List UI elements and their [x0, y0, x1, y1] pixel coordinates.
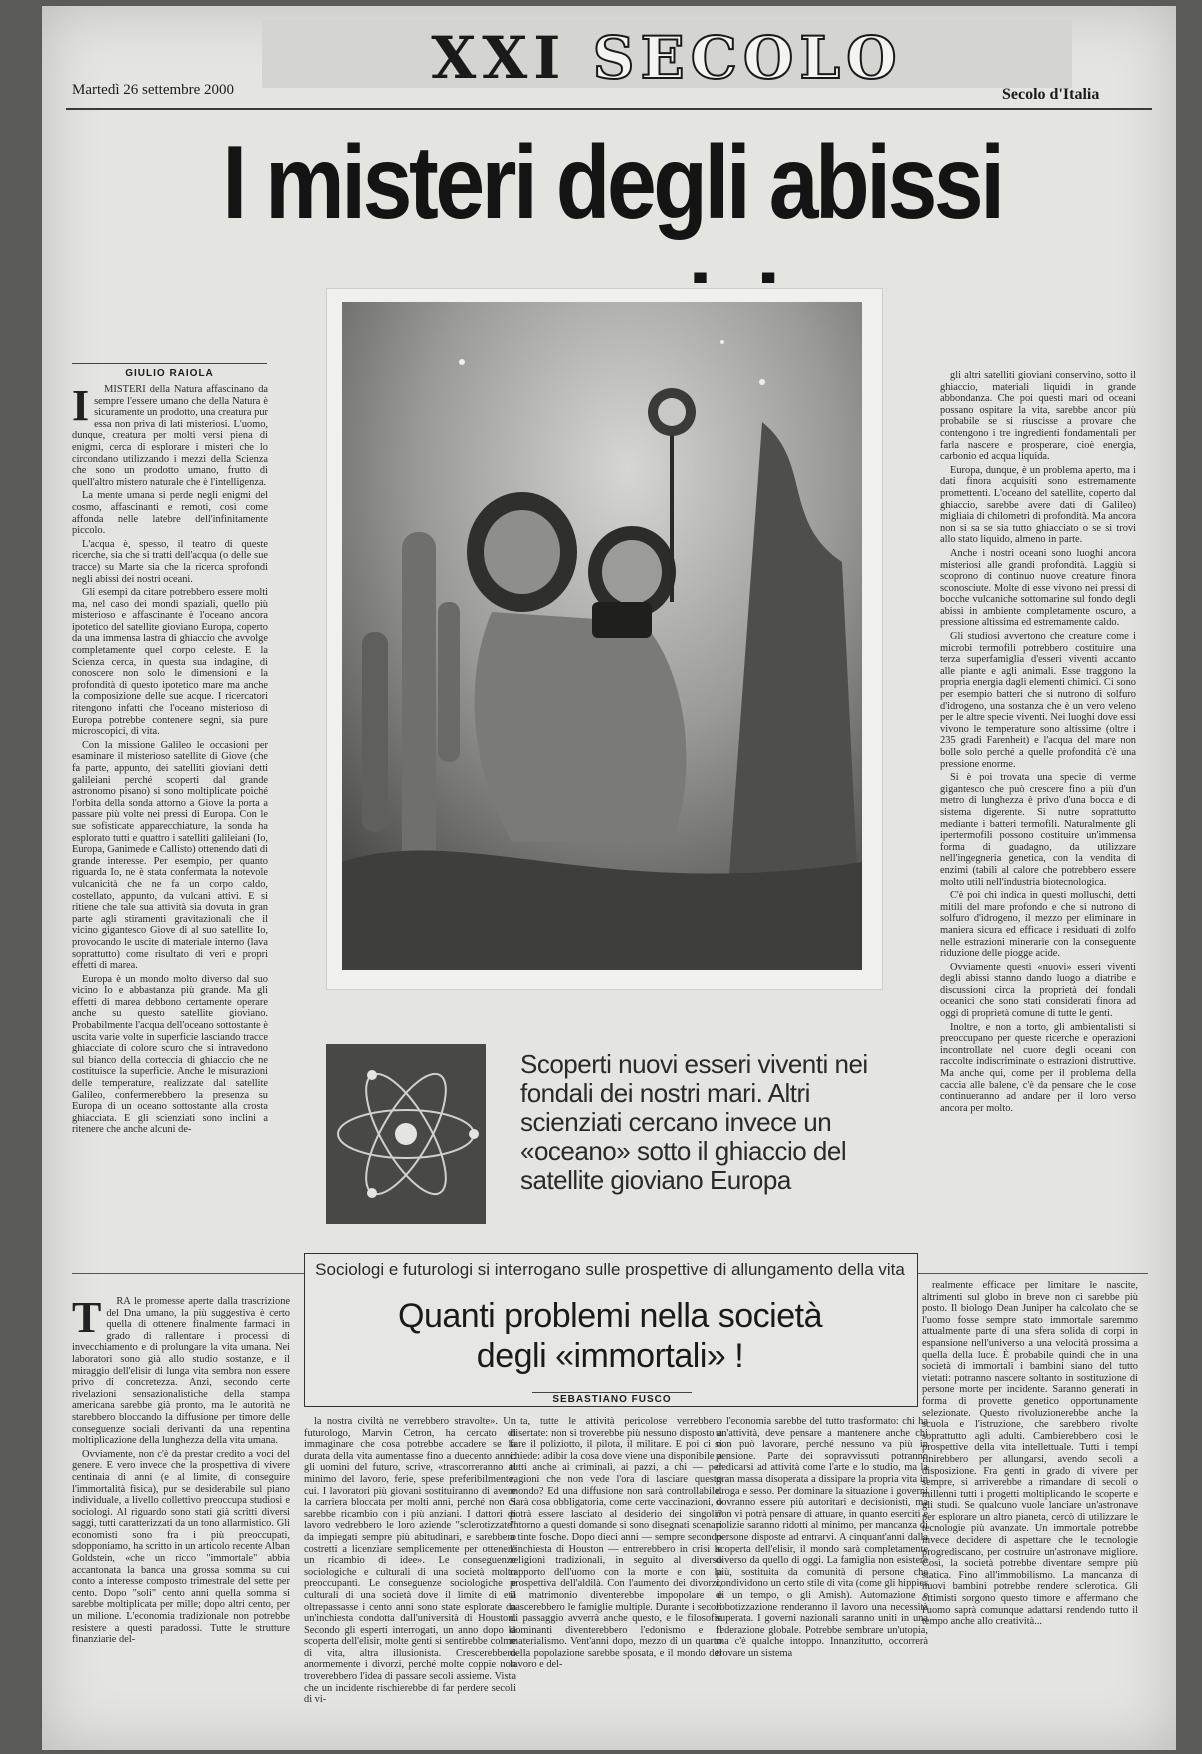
paragraph: Europa è un mondo molto diverso dal suo vicino Io e abbastanza più grande. Ma gli effetti di marea debbono certamente operare anche su questo satellite gioviano. Probabilmente l'acqua dell'oceano sottostante è uscita varie volte in superficie lasciando tracce ghiacciate di colore scuro che si intravedono sul bianco della corteccia di ghiaccio che ne costituisce la superficie. Anche le misurazioni delle temperature, realizzate dal satellite Galileo, confermerebbero la presenza su Europa di un oceano sottostante alla crosta ghiacciata. E gli scienziati sono inclini a ritenere che anche alcuni de-	[72, 973, 268, 1136]
paragraph: L'acqua è, spesso, il teatro di queste ricerche, sia che si tratti dell'acqua (o delle sue tracce) su Marte sia che la ricerca sprofondi negli abissi dei nostri oceani.	[72, 538, 268, 585]
paragraph: Gli studiosi avvertono che creature come i microbi termofili potrebbero costituire una terza superfamiglia d'esseri viventi accanto alle piante e agli animali. Esse traggono la propria energia dagli elementi chimici. Ci sono per esempio batteri che si nutrono di solfuro d'idrogeno, una sostanza che è un vero veleno per le altre specie viventi. Nei luoghi dove essi vivono le temperature sono altissime (oltre i 235 gradi Farenheit) e l'acqua del mare non bolle solo perché a quelle profondità c'è una pressione enorme.	[940, 631, 1136, 770]
second-article-kicker: Sociologi e futurologi si interrogano sulle prospettive di allungamento della vita	[315, 1260, 905, 1279]
second-article-title-line2: degli «immortali» !	[476, 1337, 744, 1375]
paragraph: Europa, dunque, è un problema aperto, ma i dati finora acquisiti sono estremamente promettenti. L'oceano del satellite, coperto dal ghiaccio, sarebbe avere dati di Galileo) migliaia di chilometri di profondità. Ma ancora non si sa se sia tutto ghiacciato o se si trovi allo stato liquido, almeno in parte.	[940, 464, 1136, 546]
main-byline: GIULIO RAIOLA	[125, 368, 214, 379]
paragraph: La mente umana si perde negli enigmi del cosmo, affascinanti e remoti, così come affonda nelle latebre dell'infinitamente piccolo.	[72, 490, 268, 537]
paragraph: Ovviamente questi «nuovi» esseri viventi degli abissi stanno dando luogo a diatribe e discussioni circa la proprietà dei fondali oceanici che sono stati considerati finora ad oggi di proprietà comune di tutte le genti.	[940, 961, 1136, 1020]
byline-divider	[72, 363, 267, 364]
second-article-title-line1: Quanti problemi nella società	[398, 1297, 822, 1335]
paragraph: realmente efficace per limitare le nascite, altrimenti sul globo in breve non ci sarebbe più posto. Il biologo Dean Juniper ha calcolato che se l'uomo fosse sempre stato immortale saremmo attualmente parte di una sfera solida di corpi in espansione nell'universo a una velocità prossima a quella della luce. È probabile quindi che in una società di immortali i bambini siano del tutto vietati: potranno nascere soltanto in sostituzione di persone morte per incidente. Saranno generati in forma di provette genetico opportunamente selezionate. Questo rivoluzionerebbe anche la scuola e l'istruzione, che sarebbero rivolte soprattutto agli adulti. Cambierebbero così le prospettive della vita intellettuale. Tutti i tempi finirebbero per allungarsi, avendo secoli a disposizione. Fra genti in grado di vivere per sempre, si arriverebbe a rimandare di secoli o millenni tutti i progetti moltiplicando le scoperte e gli studi. Se qualcuno vuole lanciare un'astronave per esplorare un altro pianeta, cercò di utilizzare le tecnologie più avanzate. Un immortale potrebbe invece decidere di aspettare che le tecnologie progrediscano, per costruire un'astronave migliore. Così, la società potrebbe diventare sempre più statica. Fino all'immobilismo. La mancanza di nuovi bambini potrebbe rendere sclerotica. Gli ottimisti sorgono questo timore e affermano che l'uomo saprà comunque adattarsi rendendo tutto il tempo anche allo creatività...	[922, 1280, 1138, 1628]
second-byline-divider	[532, 1392, 692, 1393]
paragraph: Inoltre, e non a torto, gli ambientalisti si preoccupano per queste ricerche e operazioni incontrollate nel cuore degli oceani con raccolte indiscriminate o estrazioni distruttive. Ma anche qui, come per il problema della caccia alle balene, c'è da pensare che le cose continueranno ad andare per il loro verso ancora per molto.	[940, 1021, 1136, 1114]
second-byline: SEBASTIANO FUSCO	[552, 1394, 672, 1405]
second-article-column-1	[72, 1296, 290, 1728]
second-dropcap: T	[72, 1296, 102, 1342]
paper-name: Secolo d'Italia	[1002, 86, 1100, 103]
paragraph: Ovviamente, non c'è da prestar credito a voci del genere. E vero invece che la prospettiva di vivere centinaia di anni (e al limite, di conseguire l'immortalità fisica), pur se desiderabile sul piano individuale, a livello collettivo preoccupa studiosi e sociologi. Al riguardo sono stati già scritti diversi saggi, tutti caratterizzati da un tono allarmistico. Gli economisti sono fra i più preoccupati, sdopponiamo, ha scritto in un articolo recente Alban Goldstein, «che un ricco "immortale" abbia accantonata la banca una grossa somma su cui conto a interesse composto trimestrale del sette per cento. Dopo "soli" cento anni quella somma si sarebbe moltiplicata per mille; dopo altri cento, per un milione. L'economia tradizionale non potrebbe resistere a questi paradossi. Tutte le strutture finanziarie del-	[72, 1448, 290, 1646]
paragraph: ta, tutte le attività pericolose verrebbero disertate: non si troverebbe più nessuno disposto a fare il poliziotto, il pilota, il militare. E poi ci si chiede: adibir la cosa dove viene una disponibile a tutti anche ai criminali, ai pazzi, a chi — per ragioni che non vede l'ora di lasciare questo mondo? Ed una diffusione non sarà controllabile. Sarà cosa obbligatoria, come certe vaccinazioni, o potrà essere lasciato al desiderio dei singoli? Intorno a questi domande si sono disegnati scenari a tinte fosche. Dopo dieci anni — sempre secondo l'inchiesta di Houston — entrerebbero in crisi le religioni tradizionali, in seguito al diverso rapporto dell'uomo con la morte e con la prospettiva dell'aldilà. Con l'aumento dei divorzi, il matrimonio diventerebbe impopolare e nascerebbero le famiglie multiple. Durante i secoli di passaggio avverrà anche questo, e le filosofie dominanti diventerebbero l'edonismo e il materialismo. Vent'anni dopo, mezzo di un quarto della popolazione sarebbe sposata, e il mondo del lavoro e del-	[510, 1416, 722, 1671]
second-article-column-4	[716, 1416, 928, 1728]
second-article-column-3	[510, 1416, 722, 1728]
main-article-column-left	[72, 384, 268, 1222]
diver-photo	[342, 302, 862, 970]
issue-date: Martedì 26 settembre 2000	[72, 82, 235, 98]
paragraph: Si è poi trovata una specie di verme gigantesco che può crescere fino a più d'un metro di lunghezza è privo d'una bocca e di sistema digerente. Si nutre soprattutto mediante i batteri termofili. Naturalmente gli ipertermofili possono costituire un'immensa forma di guadagno, da utilizzare nell'ingegneria genetica, con la vendita di enzimi (tabili al calore che potrebbero essere molto utili nell'industria biotecnologica.	[940, 772, 1136, 888]
paragraph: la nostra civiltà ne verrebbero stravolte». Un futurologo, Marvin Cetron, ha cercato di immaginare che cosa potrebbe accadere se la durata della vita aumentasse fino a duecento anni: gli uomini del futuro, scrive, «trascorreranno al minimo del lavoro, ferie, spese preferibilmente, cui. I lavoratori più giovani sostituiranno di avere la carriera bloccata per molti anni, perché non ci sarebbe ricambio con i più anziani. I dattori di lavoro vedrebbero le loro aziende "sclerotizzate" da impiegati sempre più abitudinari, e sarebbero costretti a licenziare semplicemente per ottenere un ricambio di idee». Le conseguenze sociologiche e culturali di una società molto preoccupanti. Le conseguenze sociologiche e culturali di una società dove il limite di età oltrepassasse i cento anni sono state esplorate da un'inchiesta condotta dall'università di Houston. Secondo gli esperti interrogati, un anno dopo la scoperta dell'elisir, molte genti si sentirebbe colme di vita, altra illusionista. Crescerebbero anormemente i divorzi, perché molte coppie non troverebbero l'idea di passare secoli assieme. Vista che un incidente rischierebbe di far perdere secoli di vi-	[304, 1416, 516, 1706]
main-article-column-right	[940, 370, 1136, 1220]
diver-illustration	[342, 302, 862, 970]
masthead-divider	[66, 108, 1152, 110]
paragraph: Gli esempi da citare potrebbero essere molti ma, nel caso dei mondi spaziali, quello più misterioso e affascinante è l'oceano ancora ipotetico del satellite gioviano Europa, coperto da una immensa lastra di ghiaccio che avvolge completamente quel corpo celeste. E la Scienza cerca, in questa sua indagine, di conoscere non solo le dimensioni e la profondità di questo ipotetico mare ma anche la composizione delle sue acque. I ricercatori ritengono infatti che l'oceano misterioso di Europa potrebbe contenere segni, sia pure microscopici, di vita.	[72, 587, 268, 738]
atom-graphic	[326, 1044, 486, 1224]
paragraph: l'economia sarebbe del tutto trasformato: chi ha un'attività, deve pensare a mantenere anche chi non può lavorare, perché nessuno va più in pensione. Parte dei sopravvissuti potranno dedicarsi ad attività come l'arte e lo studio, ma la gran massa disoperata a dissipare la propria vita in droga e sesso. Per dominare la situazione i governi dovranno essere più autoritari e decisionisti, ma non vi potrà pensare di attuare, in quanto eserciti e polizie saranno ridotti al minimo, per mancanza di persone disposte ad entrarvi. A cinquant'anni dalla scoperta dell'elisir, il mondo sarà completamente diverso da quello di oggi. La famiglia non esisterà più, sostituita da comunità di persone che condividono un certo stile di vita (come gli hippies di un tempo, o gli Amish). Automazione e robotizzazione renderanno il lavoro una necessità superata. I governi nazionali saranno uniti in una federazione globale. Potrebbe sembrare un'utopia, ma c'è qualche intoppo. Innanzitutto, occorrerà trovare un sistema	[716, 1416, 928, 1659]
paragraph: gli altri satelliti gioviani conservino, sotto il ghiaccio, materiali liquidi in grande abbondanza. Che poi questi mari od oceani possano ospitare la vita, sarebbe ancor più probabile se si riuscisse a provare che contengono i tre ingredienti fondamentali per farla nascere e prosperare, cioè energia, carbonio ed acqua liquida.	[940, 370, 1136, 463]
main-dropcap: I	[72, 384, 90, 430]
paragraph: C'è poi chi indica in questi molluschi, detti mitili del mare profondo e che si nutrono di solfuro d'idrogeno, il mezzo per eliminare in maniera sicura ed efficace i residuati di zolfo nelle estrazioni minerarie con la conseguente riduzione delle piogge acide.	[940, 890, 1136, 960]
photo-caption: Scoperti nuovi esseri viventi nei fondali dei nostri mari. Altri scienziati cercano invece un «oceano» sotto il ghiaccio del satellite gioviano Europa	[520, 1049, 868, 1195]
paragraph: Con la missione Galileo le occasioni per esaminare il misterioso satellite di Giove (che fa parte, appunto, dei satelliti gioviani detti galileiani perché scoperti dal grande astronomo pisano) si sono moltiplicate poiché l'orbita della sonda attorno a Giove la porta a passare più volte nei pressi di Europa. Con le sue sofisticate apparecchiature, la sonda ha esplorato tutti e quattro i satelliti galileiani (Io, Europa, Ganimede e Callisto) ottenendo dati di grande interesse. Per esempio, per quanto riguarda Io, ne è stata confermata la notevole vulcanicità che ne fa un corpo caldo, costellato, appunto, da vulcani attivi. E si ritiene che tale sua attività sia dovuta in gran parte agli stiramenti gravitazionali che il vicino gigantesco Giove di al suo satellite Io, provocando le uscite di materiale interno (lava soprattutto) come risultato di veri e propri effetti di marea.	[72, 739, 268, 972]
masthead-title-word: SECOLO	[592, 24, 903, 92]
paragraph: Anche i nostri oceani sono luoghi ancora misteriosi alle grandi profondità. Laggiù si scoprono di continuo nuove creature finora sconosciute. Molte di esse vivono nei pressi di bocche vulcaniche sottomarine sul fondo degli abissi in ambiente completamente oscuro, a pressione altissima ed estremamente caldo.	[940, 547, 1136, 629]
masthead-title-roman: XXI	[431, 24, 567, 92]
second-article-column-2	[304, 1416, 516, 1728]
paragraph: MISTERI della Natura affascinano da sempre l'essere umano che della Natura è sicuramente un prodotto, una creatura pur essa non priva di lati misteriosi. L'uomo, dunque, creatura per molti versi piena di enigmi, cerca di esplorare i misteri che lo circondano utilizzando i mezzi della Scienza che sono un prodotto umano, frutto di quell'altro mistero naturale che è l'intelligenza.	[72, 384, 268, 488]
second-article-column-5	[922, 1280, 1138, 1728]
second-article-title	[304, 1296, 916, 1376]
atom-icon	[326, 1044, 486, 1224]
newspaper-page	[42, 6, 1176, 1750]
masthead-title	[262, 26, 1072, 90]
main-headline: I misteri degli abissi	[222, 125, 1002, 241]
paragraph: RA le promesse aperte dalla trascrizione del Dna umano, la più suggestiva è certo quella di ottenere finalmente farmaci in grado di rallentare i processi di invecchiamento e di prolungare la vita umana. Nei laboratori sono già allo studio sostanze, e il miraggio dell'elisir di lunga vita sembra non essere privo di concretezza. Anzi, secondo certe rivelazioni sensazionalistiche della stampa americana sarebbe già pronto, ma le autorità ne starebbero bloccando la diffusione per timore delle conseguenze sociali derivanti da una repentina moltiplicazione della lunghezza della vita umana.	[72, 1296, 290, 1447]
